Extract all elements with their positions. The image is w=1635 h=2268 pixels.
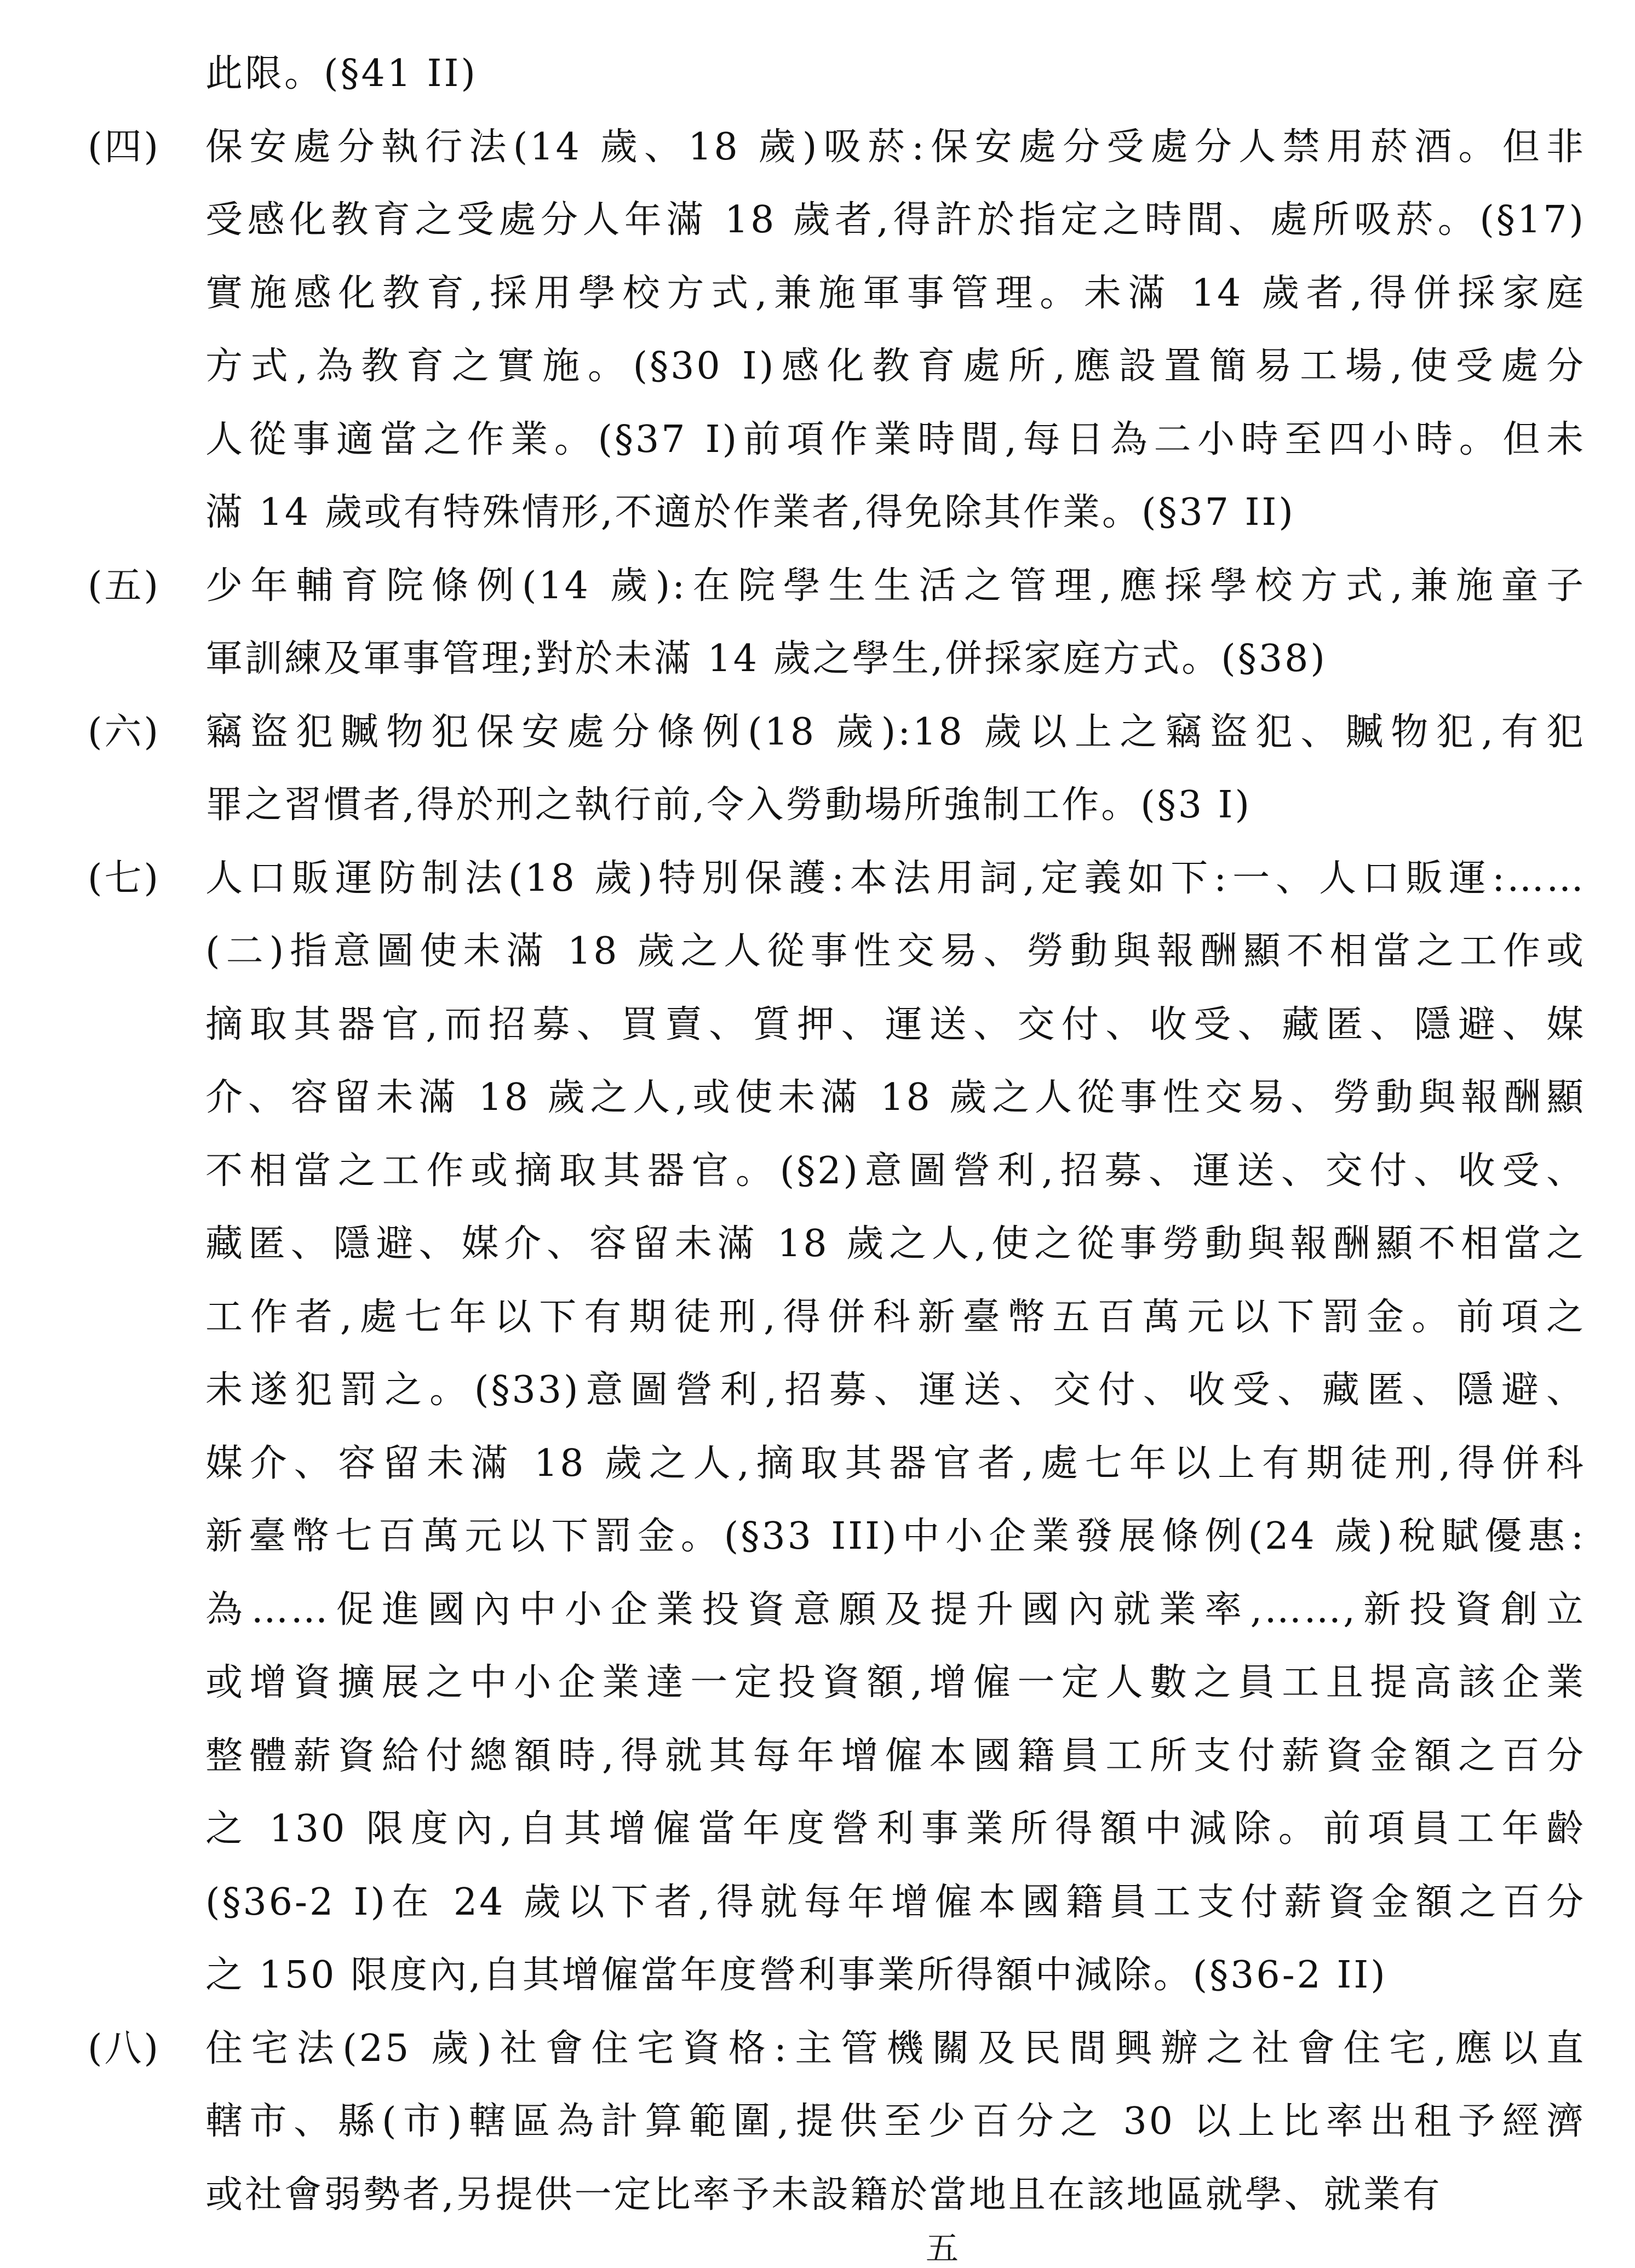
text-line: (二)指意圖使未滿 18 歲之人從事性交易、勞動與報酬顯不相當之工作或	[205, 930, 1586, 973]
text-line: 此限。(§41 II)	[205, 52, 478, 95]
text-line: 或社會弱勢者,另提供一定比率予未設籍於當地且在該地區就學、就業有	[205, 2173, 1442, 2217]
text-line: 摘取其器官,而招募、買賣、質押、運送、交付、收受、藏匿、隱避、媒	[205, 1003, 1586, 1046]
text-line: 實施感化教育,採用學校方式,兼施軍事管理。未滿 14 歲者,得併採家庭	[205, 271, 1586, 315]
section-marker: (八)	[88, 2026, 161, 2070]
text-line: 介、容留未滿 18 歲之人,或使未滿 18 歲之人從事性交易、勞動與報酬顯	[205, 1076, 1586, 1119]
text-line: 之 130 限度內,自其增僱當年度營利事業所得額中減除。前項員工年齡	[205, 1807, 1586, 1851]
text-line: 媒介、容留未滿 18 歲之人,摘取其器官者,處七年以上有期徒刑,得併科	[205, 1441, 1586, 1485]
text-line: 受感化教育之受處分人年滿 18 歲者,得許於指定之時間、處所吸菸。(§17)	[205, 198, 1586, 242]
text-line: 工作者,處七年以下有期徒刑,得併科新臺幣五百萬元以下罰金。前項之	[205, 1295, 1586, 1339]
text-line: 或增資擴展之中小企業達一定投資額,增僱一定人數之員工且提高該企業	[205, 1661, 1586, 1704]
text-line: 人從事適當之作業。(§37 I)前項作業時間,每日為二小時至四小時。但未	[205, 417, 1586, 461]
text-line: (§36-2 I)在 24 歲以下者,得就每年增僱本國籍員工支付薪資金額之百分	[205, 1880, 1586, 1924]
text-line: 罪之習慣者,得於刑之執行前,令入勞動場所強制工作。(§3 I)	[205, 783, 1252, 827]
text-line: 藏匿、隱避、媒介、容留未滿 18 歲之人,使之從事勞動與報酬顯不相當之	[205, 1222, 1586, 1265]
text-line: 人口販運防制法(18 歲)特別保護:本法用詞,定義如下:一、人口販運:……	[205, 856, 1586, 900]
text-line: 保安處分執行法(14 歲、18 歲)吸菸:保安處分受處分人禁用菸酒。但非	[205, 125, 1586, 169]
text-line: 未遂犯罰之。(§33)意圖營利,招募、運送、交付、收受、藏匿、隱避、	[205, 1368, 1586, 1412]
page-number: 五	[926, 2230, 959, 2268]
section-marker: (五)	[88, 564, 161, 608]
text-line: 軍訓練及軍事管理;對於未滿 14 歲之學生,併採家庭方式。(§38)	[205, 637, 1327, 680]
text-line: 新臺幣七百萬元以下罰金。(§33 III)中小企業發展條例(24 歲)稅賦優惠:	[205, 1515, 1586, 1558]
section-marker: (四)	[88, 125, 161, 169]
text-line: 之 150 限度內,自其增僱當年度營利事業所得額中減除。(§36-2 II)	[205, 1954, 1387, 1997]
text-line: 竊盜犯贓物犯保安處分條例(18 歲):18 歲以上之竊盜犯、贓物犯,有犯	[205, 710, 1586, 754]
text-line: 住宅法(25 歲)社會住宅資格:主管機關及民間興辦之社會住宅,應以直	[205, 2026, 1586, 2070]
text-line: 整體薪資給付總額時,得就其每年增僱本國籍員工所支付薪資金額之百分	[205, 1734, 1586, 1778]
text-line: 少年輔育院條例(14 歲):在院學生生活之管理,應採學校方式,兼施童子	[205, 564, 1586, 608]
section-marker: (六)	[88, 710, 161, 754]
text-line: 為……促進國內中小企業投資意願及提升國內就業率,……,新投資創立	[205, 1588, 1586, 1631]
text-line: 不相當之工作或摘取其器官。(§2)意圖營利,招募、運送、交付、收受、	[205, 1149, 1586, 1193]
section-marker: (七)	[88, 856, 161, 900]
text-line: 滿 14 歲或有特殊情形,不適於作業者,得免除其作業。(§37 II)	[205, 491, 1295, 534]
text-line: 方式,為教育之實施。(§30 I)感化教育處所,應設置簡易工場,使受處分	[205, 345, 1586, 388]
text-line: 轄市、縣(市)轄區為計算範圍,提供至少百分之 30 以上比率出租予經濟	[205, 2100, 1586, 2143]
